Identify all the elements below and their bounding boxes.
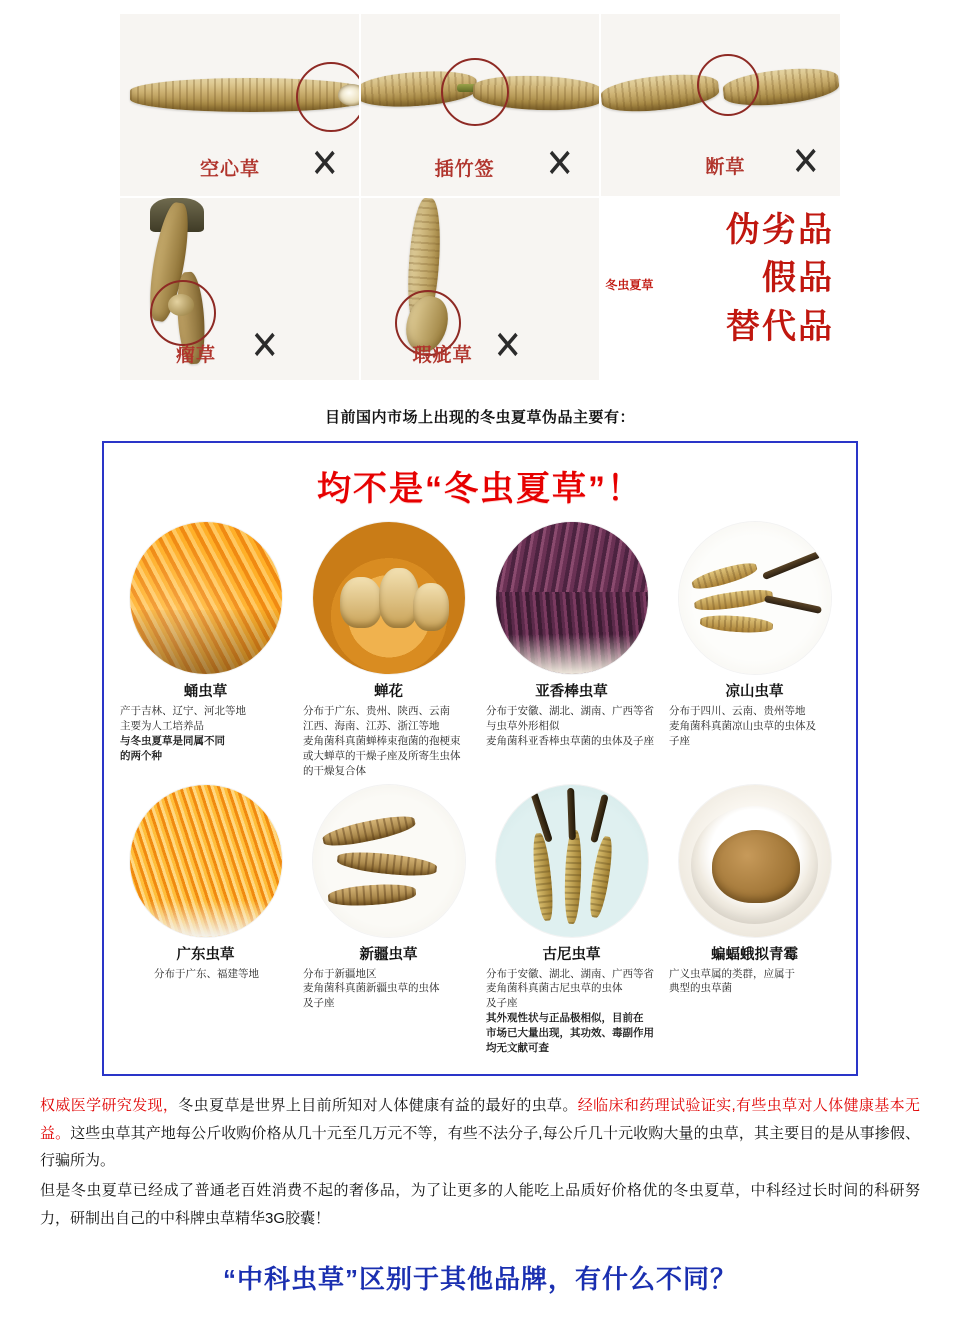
desc-line: 子座: [669, 734, 690, 747]
desc-line: 及子座: [303, 997, 335, 1010]
sample-label: 瘤草: [176, 345, 217, 366]
species-title: 凉山虫草: [725, 684, 784, 700]
counterfeit-terms: [726, 206, 834, 351]
desc-line: 的干燥复合体: [303, 764, 366, 777]
species-photo-bowl-lumps: [313, 522, 465, 674]
species-description: [118, 967, 293, 982]
sample-hollow-grass: [120, 14, 359, 196]
species-card-xinjiang: [301, 785, 476, 1056]
worm-shape: [327, 882, 416, 908]
sample-broken-grass: [601, 14, 840, 196]
sample-photo: [120, 198, 359, 380]
species-description: [667, 967, 842, 997]
para1-red-lead: 权威医学研究发现，: [40, 1096, 179, 1114]
species-title: 蝙蝠蛾拟青霉: [711, 946, 798, 963]
species-title: 广东虫草: [176, 946, 235, 963]
highlight-circle: [441, 58, 509, 126]
desc-line: 或大蝉草的干燥子座及所寄生虫体: [303, 749, 461, 762]
sample-label: 空心草: [200, 159, 261, 180]
lump-shape: [413, 583, 449, 632]
worm-shape: [321, 811, 417, 850]
lump-shape: [340, 577, 383, 629]
sample-label: 瑕疵草: [412, 345, 473, 366]
desc-line: 分布于广东、福建等地: [154, 967, 259, 980]
counterfeit-term-2: 假品: [762, 259, 834, 298]
desc-line: 典型的虫草菌: [669, 982, 732, 995]
highlight-circle: [697, 54, 759, 116]
species-title: 亚香棒虫草: [535, 684, 608, 700]
desc-line: 市场已大量出现，其功效、毒副作用: [486, 1027, 654, 1040]
highlight-circle: [296, 62, 359, 132]
box-title: 均不是“冬虫夏草”！: [317, 470, 643, 508]
cross-icon: ✕: [493, 324, 522, 368]
desc-line: 麦角菌科亚香棒虫草菌的虫体及子座: [486, 734, 654, 747]
cross-icon: ✕: [791, 140, 821, 184]
sample-bamboo-stick: [361, 14, 600, 196]
species-card-chanhua: [301, 522, 476, 779]
species-photo-brown-powder-dish: [679, 785, 831, 937]
desc-line: 与虫草外形相似: [486, 719, 560, 732]
closing-question: “中科虫草”区别于其他品牌，有什么不同？: [222, 1263, 737, 1294]
desc-line: 麦角菌科真菌凉山虫草的虫体及: [669, 719, 816, 732]
counterfeit-term-3: 替代品: [726, 307, 834, 346]
worm-shape: [699, 614, 773, 635]
sample-tumour-grass: [120, 198, 359, 380]
para1-black-1: 冬虫夏草是世界上目前所知对人体健康有益的最好的虫草。: [178, 1096, 578, 1114]
sample-photo: [361, 198, 600, 380]
worm-shape: [586, 835, 615, 919]
counterfeit-terms-block: [601, 198, 840, 380]
body-text: [40, 1092, 920, 1233]
species-title: 新疆虫草: [359, 946, 418, 963]
species-photo-xinjiang-worms: [313, 785, 465, 937]
stroma-shape: [590, 794, 609, 843]
sample-label: 断草: [705, 157, 746, 178]
desc-line: 分布于安徽、湖北、湖南、广西等省: [486, 967, 654, 980]
worm-shape: [693, 586, 773, 613]
desc-line: 主要为人工培养品: [120, 719, 204, 732]
species-card-liangshan: [667, 522, 842, 779]
desc-line: 其外观性状与正品极相似，目前在: [486, 1012, 644, 1025]
product-name-label: 冬虫夏草: [605, 278, 654, 292]
stroma-shape: [764, 595, 822, 614]
desc-line: 的两个种: [120, 749, 162, 762]
desc-line: 江西、海南、江苏、浙江等地: [303, 719, 440, 732]
sample-label: 插竹签: [434, 159, 495, 180]
worm-shape: [336, 849, 438, 879]
cross-icon: ✕: [250, 324, 280, 368]
fake-samples-panel: [120, 0, 840, 380]
desc-line: 广义虫草属的类群，应属于: [669, 967, 795, 980]
desc-line: 均无文献可查: [486, 1042, 549, 1055]
species-photo-dark-stroma-worms: [679, 522, 831, 674]
paragraph-1: [40, 1092, 920, 1175]
species-description: [667, 704, 842, 749]
species-card-guangdong: [118, 785, 293, 1056]
stroma-shape: [568, 787, 577, 839]
desc-line: 与冬虫夏草是同属不同: [120, 734, 225, 747]
species-title: 蝉花: [374, 684, 403, 700]
fake-species-box: [102, 441, 858, 1076]
para1-black-2: 这些虫草其产地每公斤收购价格从几十元至几万元不等，有些不法分子,每公斤几十元收购大量的虫草，其主要目的是从事掺假、行骗所为。: [40, 1124, 920, 1170]
species-photo-purple-stems: [496, 522, 648, 674]
fake-species-grid: [118, 522, 842, 1056]
species-description: [301, 967, 476, 1012]
species-description: [484, 967, 659, 1056]
powder-heap-shape: [712, 830, 800, 903]
desc-line: 分布于新疆地区: [303, 967, 377, 980]
worm-shape: [690, 559, 759, 593]
species-photo-gunny-worms: [496, 785, 648, 937]
species-card-yaxiangbang: [484, 522, 659, 779]
highlight-circle: [150, 280, 216, 346]
cross-icon: ✕: [310, 142, 340, 186]
species-description: [118, 704, 293, 764]
worm-shape: [530, 833, 555, 922]
sample-flawed-grass: [361, 198, 600, 380]
species-title: 蛹虫草: [183, 684, 228, 700]
desc-line: 分布于广东、贵州、陕西、云南: [303, 705, 450, 717]
species-card-gunny: [484, 785, 659, 1056]
desc-line: 及子座: [486, 997, 518, 1010]
desc-line: 麦角菌科真菌古尼虫草的虫体: [486, 982, 623, 995]
mid-caption: 目前国内市场上出现的冬虫夏草伪品主要有：: [324, 409, 635, 426]
desc-line: 麦角菌科真菌蝉棒束孢菌的孢梗束: [303, 734, 461, 747]
paragraph-2: 但是冬虫夏草已经成了普通老百姓消费不起的奢侈品，为了让更多的人能吃上品质好价格优的冬虫夏草，中科经过长时间的科研努力，研制出自己的中科牌虫草精华3G胶囊！: [40, 1182, 920, 1227]
species-description: [301, 704, 476, 779]
stroma-shape: [761, 550, 820, 579]
desc-line: 麦角菌科真菌新疆虫草的虫体: [303, 982, 440, 995]
desc-line: 产于吉林、辽宁、河北等地: [120, 705, 246, 717]
para1-red-2: 经临床和药理试验证实,有些虫草对人体健康基本无益。: [40, 1096, 920, 1142]
worm-shape: [564, 830, 583, 925]
species-card-yongchongcao: [118, 522, 293, 779]
species-description: [484, 704, 659, 749]
cross-icon: ✕: [545, 142, 574, 186]
species-card-paecilomyces: [667, 785, 842, 1056]
fake-samples-grid: [120, 14, 840, 380]
species-photo-yellow-threads: [130, 785, 282, 937]
counterfeit-term-1: 伪劣品: [726, 211, 834, 249]
species-photo-orange-needle-pile: [130, 522, 282, 674]
species-title: 古尼虫草: [542, 946, 601, 963]
desc-line: 分布于四川、云南、贵州等地: [669, 705, 806, 717]
desc-line: 分布于安徽、湖北、湖南、广西等省: [486, 705, 654, 717]
